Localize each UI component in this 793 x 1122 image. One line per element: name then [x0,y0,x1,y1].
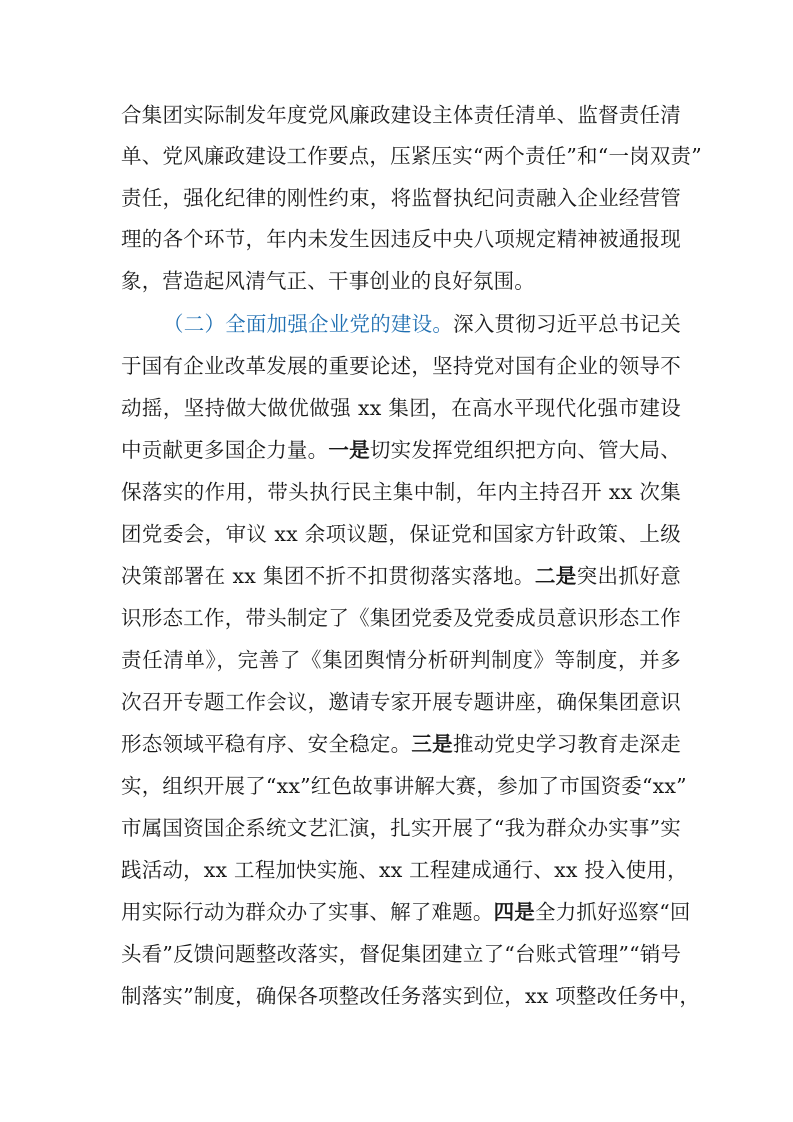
text-segment: 制落实”制度，确保各项整改任务落实到位，xx 项整改任务中， [121,984,701,1008]
text-segment: 头看”反馈问题整改落实，督促集团建立了“台账式管理”“销号 [121,942,682,966]
paragraph-line [121,477,681,507]
section-heading: （二）全面加强企业党的建设。 [163,312,454,336]
bold-marker: 四是 [493,900,536,924]
text-segment: 全力抓好巡察“回 [535,900,691,924]
text-segment: 中贡献更多国企力量。 [121,438,329,462]
text-segment: 形态领域平稳有序、安全稳定。 [121,732,412,756]
text-segment: 决策部署在 xx 集团不折不扣贯彻落实落地。 [121,564,535,588]
paragraph-line [121,855,688,885]
text-segment: 推动党史学习教育走深走 [452,732,681,756]
paragraph-line [121,393,681,423]
bold-marker: 一是 [328,438,370,462]
paragraph-line [121,687,681,717]
text-segment: 用实际行动为群众办了实事、解了难题。 [121,900,494,924]
paragraph-line [121,183,681,213]
text-segment: 理的各个环节，年内未发生因违反中央八项规定精神被通报现 [121,227,681,251]
text-segment: 突出抓好意 [576,564,681,588]
text-segment: 深入贯彻习近平总书记关 [453,312,681,336]
paragraph-line [121,939,681,969]
paragraph-line [121,351,681,381]
text-segment: 市属国资国企系统文艺汇演，扎实开展了“我为群众办实事”实 [121,816,681,840]
text-segment: 象，营造起风清气正、干事创业的良好氛围。 [121,269,535,293]
paragraph-line [121,141,702,171]
paragraph-line [121,729,681,759]
paragraph-line [121,897,691,927]
text-segment: 识形态工作，带头制定了《集团党委及党委成员意识形态工作 [121,606,681,630]
text-segment: 团党委会，审议 xx 余项议题，保证党和国家方针政策、上级 [121,522,681,546]
paragraph-line [121,100,681,130]
paragraph-line [121,645,681,675]
text-segment: 动摇，坚持做大做优做强 xx 集团，在高水平现代化强市建设 [121,396,681,420]
text-segment: 切实发挥党组织把方向、管大局、 [369,438,681,462]
bold-marker: 三是 [411,732,453,756]
paragraph-line [121,981,701,1011]
bold-marker: 二是 [534,564,577,588]
paragraph-line [121,266,681,296]
text-segment: 合集团实际制发年度党风廉政建设主体责任清单、监督责任清 [121,103,681,127]
section-heading-line [121,309,681,339]
paragraph-line [121,224,681,254]
paragraph-line [121,435,681,465]
text-segment: 践活动，xx 工程加快实施、xx 工程建成通行、xx 投入使用， [121,858,688,882]
text-segment: 责任，强化纪律的刚性约束，将监督执纪问责融入企业经营管 [121,186,681,210]
text-segment: 次召开专题工作会议，邀请专家开展专题讲座，确保集团意识 [121,690,681,714]
paragraph-line [121,771,687,801]
paragraph-line [121,561,681,591]
text-segment: 责任清单》，完善了《集团舆情分析研判制度》等制度，并多 [121,648,681,672]
paragraph-line [121,603,681,633]
text-segment: 于国有企业改革发展的重要论述，坚持党对国有企业的领导不 [121,354,681,378]
text-segment: 实，组织开展了“xx”红色故事讲解大赛，参加了市国资委“xx” [121,774,687,798]
paragraph-line [121,813,681,843]
paragraph-line [121,519,681,549]
text-segment: 单、党风廉政建设工作要点，压紧压实“两个责任”和“一岗双责” [121,144,702,168]
text-segment: 保落实的作用，带头执行民主集中制，年内主持召开 xx 次集 [121,480,681,504]
